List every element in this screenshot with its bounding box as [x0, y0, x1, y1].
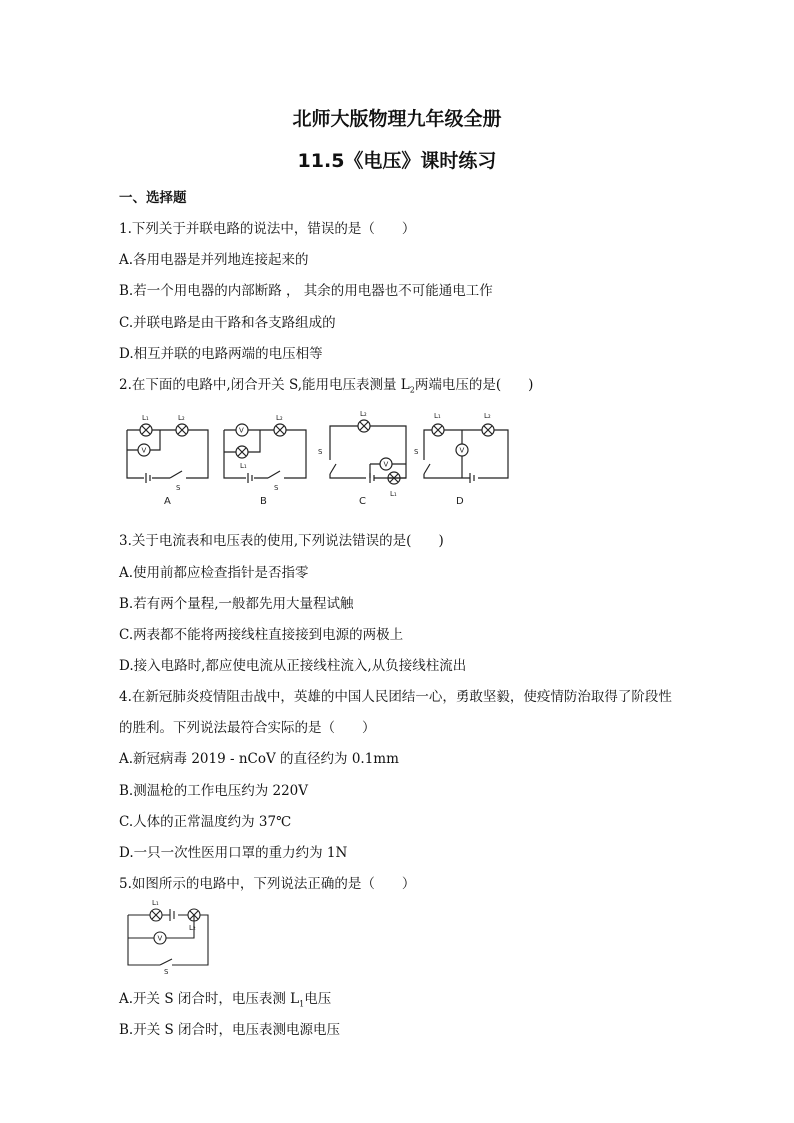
- q4-option-a: A.新冠病毒 2019 - nCoV 的直径约为 0.1mm: [119, 751, 399, 767]
- q3-option-b: B.若有两个量程,一般都先用大量程试触: [119, 596, 354, 612]
- lamp-icon: [274, 424, 286, 436]
- fig-label: S: [164, 968, 169, 976]
- fig-label: L₁: [390, 490, 397, 498]
- lamp-icon: [482, 424, 494, 436]
- q2-stem-pre: 2.在下面的电路中,闭合开关 S,能用电压表测量 L: [119, 377, 410, 393]
- fig-label: V: [459, 446, 465, 455]
- lamp-icon: [140, 424, 152, 436]
- q1-option-b: B.若一个用电器的内部断路 ， 其余的用电器也不可能通电工作: [119, 283, 493, 299]
- q2-stem: [119, 373, 533, 395]
- circuit-label-d: D: [456, 496, 464, 507]
- lamp-icon: [358, 420, 370, 432]
- q1-option-c: C.并联电路是由干路和各支路组成的: [119, 315, 336, 331]
- fig-label: L₂: [178, 414, 185, 422]
- q2-stem-sub: 2: [409, 385, 415, 395]
- q4-option-c: C.人体的正常温度约为 37℃: [119, 814, 292, 830]
- q5-option-b: B.开关 S 闭合时，电压表测电源电压: [119, 1022, 341, 1038]
- q2-stem-post: 两端电压的是( ): [414, 377, 534, 393]
- q1-option-d: D.相互并联的电路两端的电压相等: [119, 346, 323, 362]
- q5-option-a-sub: 1: [299, 999, 305, 1009]
- q3-option-c: C.两表都不能将两接线柱直接接到电源的两极上: [119, 627, 404, 643]
- q4-stem-line2: 的胜利。下列说法最符合实际的是（ ）: [119, 720, 376, 736]
- fig-label: L₂: [360, 410, 367, 418]
- fig-label: L₁: [434, 412, 441, 420]
- q4-stem-line1: 4.在新冠肺炎疫情阻击战中，英雄的中国人民团结一心，勇敢坚毅，使疫情防治取得了阶段性: [119, 689, 672, 705]
- fig-label: S: [274, 484, 279, 492]
- fig-label: L₁: [142, 414, 149, 422]
- fig-label: V: [157, 934, 163, 943]
- fig-label: V: [383, 460, 389, 469]
- document-title: 北师大版物理九年级全册: [292, 108, 502, 130]
- section-heading: 一、选择题: [119, 190, 187, 206]
- q4-option-d: D.一只一次性医用口罩的重力约为 1N: [119, 845, 348, 861]
- q3-stem: 3.关于电流表和电压表的使用,下列说法错误的是( ): [119, 533, 444, 549]
- q4-option-b: B.测温枪的工作电压约为 220V: [119, 783, 309, 799]
- q5-option-a: [119, 987, 331, 1009]
- circuit-b: [224, 424, 306, 483]
- circuit-label-b: B: [260, 496, 267, 507]
- lamp-icon: [432, 424, 444, 436]
- circuit-label-c: C: [359, 496, 366, 507]
- q5-circuit-figure: [120, 898, 215, 976]
- circuit-c: [330, 420, 406, 484]
- fig-label: L₂: [276, 414, 283, 422]
- fig-label: S: [414, 448, 419, 456]
- fig-label: L₂: [484, 412, 491, 420]
- lamp-icon: [150, 909, 162, 921]
- circuit-label-a: A: [164, 496, 171, 507]
- circuit-d: [424, 424, 508, 483]
- fig-label: S: [318, 448, 323, 456]
- q5-option-a-pre: A.开关 S 闭合时，电压表测 L: [119, 991, 300, 1007]
- q1-option-a: A.各用电器是并列地连接起来的: [119, 252, 309, 268]
- q3-option-a: A.使用前都应检查指针是否指零: [119, 565, 309, 581]
- fig-label: L₂: [189, 924, 196, 932]
- document-subtitle: 11.5《电压》课时练习: [297, 150, 497, 172]
- q5-stem: 5.如图所示的电路中，下列说法正确的是（ ）: [119, 876, 416, 892]
- q2-circuit-figure: [118, 408, 528, 508]
- q3-option-d: D.接入电路时,都应使电流从正接线柱流入,从负接线柱流出: [119, 658, 467, 674]
- q1-stem: 1.下列关于并联电路的说法中，错误的是（ ）: [119, 221, 416, 237]
- lamp-icon: [176, 424, 188, 436]
- fig-label: V: [141, 446, 147, 455]
- fig-label: S: [176, 484, 181, 492]
- fig-label: V: [239, 426, 244, 435]
- circuit-a: [127, 424, 208, 483]
- fig-label: L₁: [152, 899, 159, 907]
- lamp-icon: [236, 446, 248, 458]
- q5-option-a-post: 电压: [304, 991, 332, 1007]
- fig-label: L₁: [240, 462, 247, 470]
